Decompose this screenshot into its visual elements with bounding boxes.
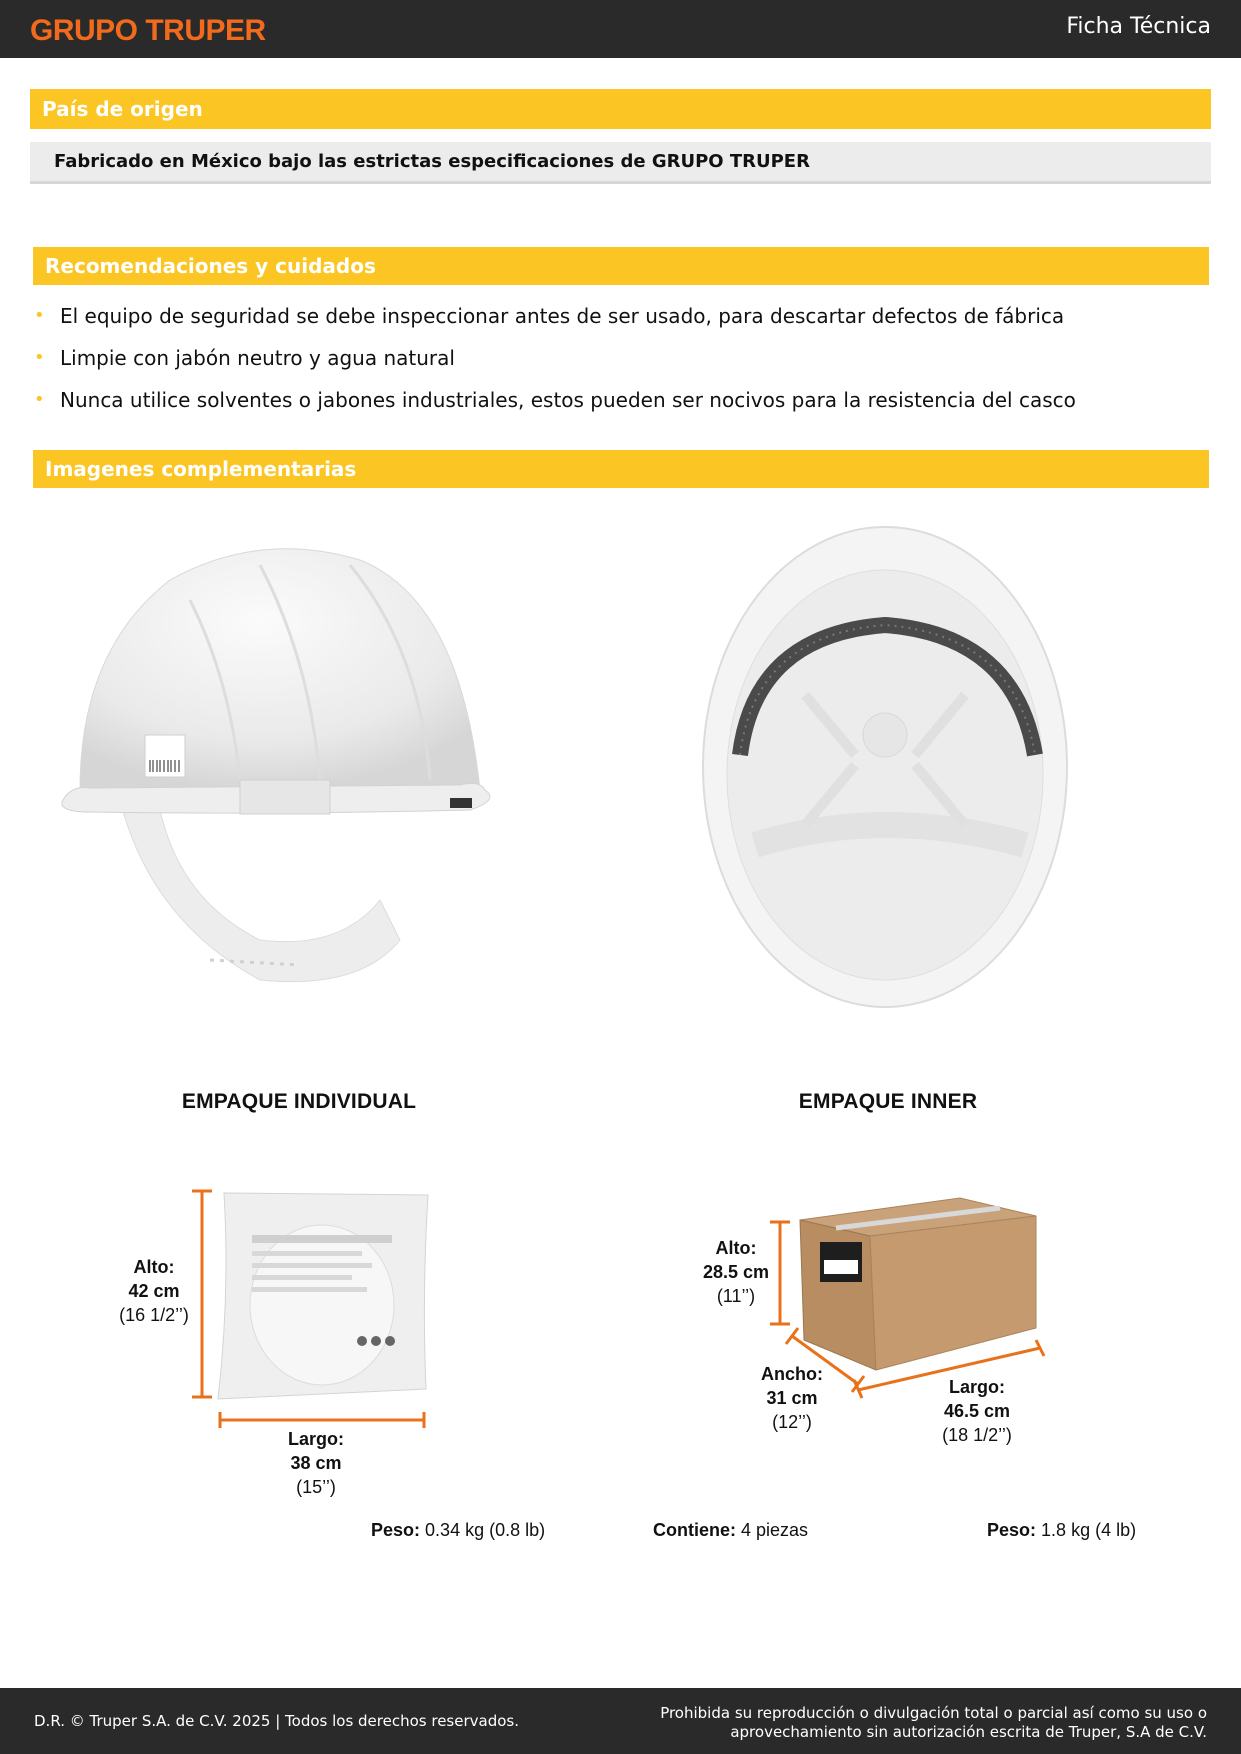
individual-pack-image	[190, 1185, 440, 1435]
inner-length-label: Largo: 46.5 cm (18 1/2’’)	[942, 1377, 1012, 1445]
copyright-text: D.R. © Truper S.A. de C.V. 2025 | Todos los derechos reservados.	[34, 1712, 519, 1730]
bullet-icon: •	[34, 305, 45, 326]
inner-contents: Contiene: 4 piezas	[653, 1520, 809, 1540]
inner-width-label: Ancho: 31 cm (12’’)	[761, 1364, 823, 1432]
individual-height-label: Alto: 42 cm (16 1/2’’)	[119, 1257, 189, 1325]
list-item: • Limpie con jabón neutro y agua natural	[34, 346, 455, 370]
recommendations-section-header: Recomendaciones y cuidados	[33, 247, 1209, 285]
helmet-bottom-image	[695, 525, 1075, 1010]
inner-weight: Peso: 1.8 kg (4 lb)	[987, 1520, 1137, 1540]
footer	[0, 1688, 1241, 1754]
inner-pack-title: EMPAQUE INNER	[798, 1090, 978, 1113]
individual-pack-title: EMPAQUE INDIVIDUAL	[181, 1090, 417, 1113]
individual-length-label: Largo: 38 cm (15’’)	[288, 1429, 344, 1497]
top-bar	[0, 0, 1241, 58]
origin-section-header: País de origen	[30, 89, 1211, 129]
brand-logo: GRUPO TRUPER	[30, 14, 266, 47]
list-item: • El equipo de seguridad se debe inspeccionar antes de ser usado, para descartar defectos de fábrica	[34, 304, 1065, 328]
helmet-side-image	[60, 540, 540, 990]
images-section-header: Imagenes complementarias	[33, 450, 1209, 488]
origin-text: Fabricado en México bajo las estrictas especificaciones de GRUPO TRUPER	[30, 142, 1211, 184]
bullet-icon: •	[34, 347, 45, 368]
list-item: • Nunca utilice solventes o jabones industriales, estos pueden ser nocivos para la resistencia del casco	[34, 388, 1076, 412]
recommendations-list	[32, 303, 1212, 429]
inner-height-label: Alto: 28.5 cm (11’’)	[702, 1238, 770, 1306]
individual-weight: Peso: 0.34 kg (0.8 lb)	[371, 1520, 546, 1540]
legal-notice: Prohibida su reproducción o divulgación total o parcial así como su uso o aprovechamiento sin autorización escrita de Truper, S.A de C.V.	[660, 1704, 1207, 1741]
document-title: Ficha Técnica	[1066, 14, 1211, 39]
bullet-icon: •	[34, 389, 45, 410]
